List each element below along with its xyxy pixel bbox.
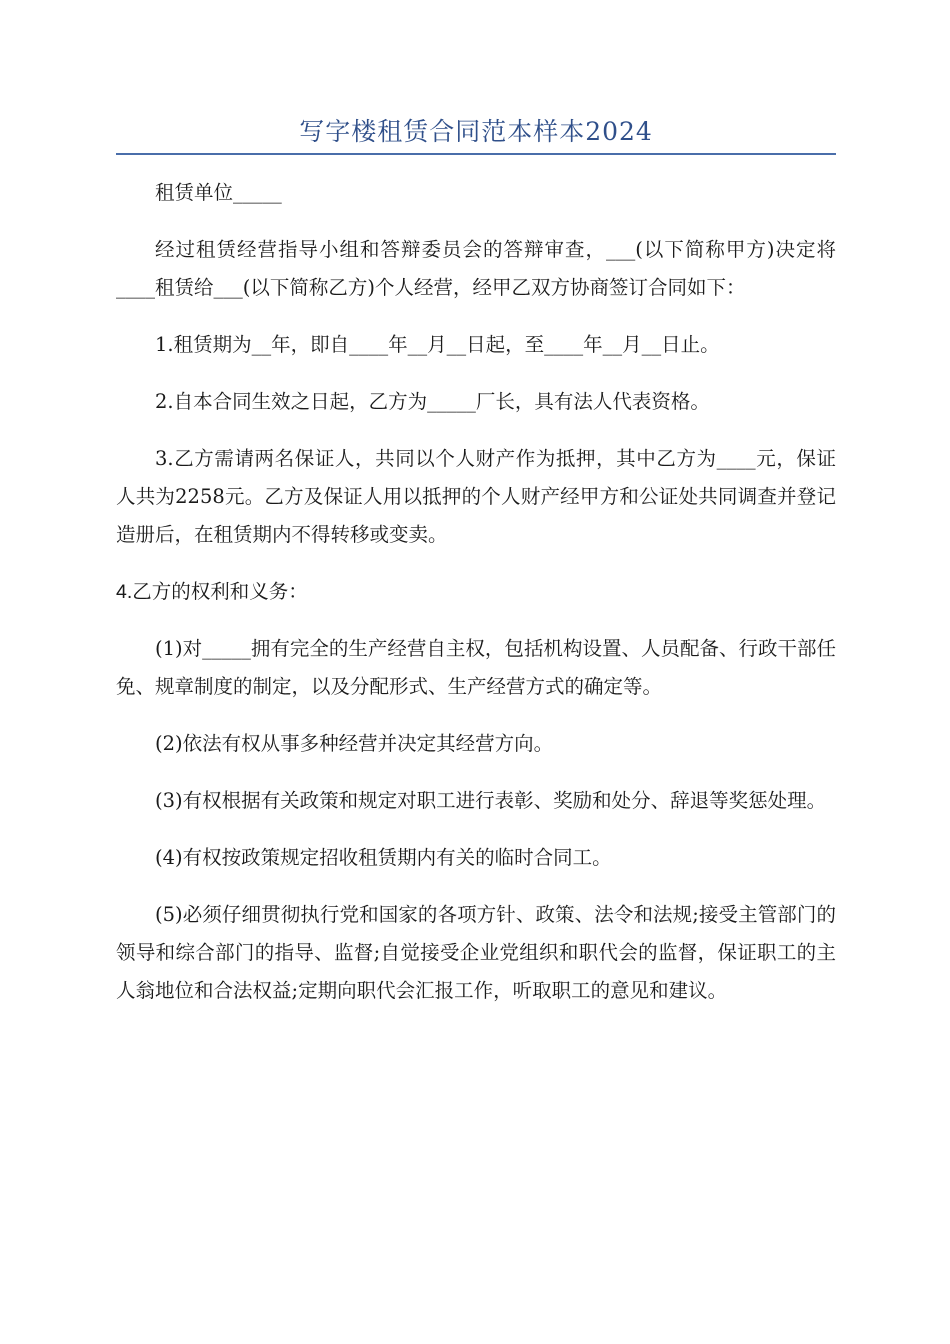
paragraph-clause-1: 1.租赁期为__年，即自____年__月__日起，至____年__月__日止。 xyxy=(155,333,720,356)
paragraph-item-1: (1)对_____拥有完全的生产经营自主权，包括机构设置、人员配备、行政干部任免、规章制度的制定，以及分配形式、生产经营方式的确定等。 xyxy=(116,637,836,698)
paragraph-intro: 经过租赁经营指导小组和答辩委员会的答辩审查，___(以下简称甲方)决定将____租赁给___(以下简称乙方)个人经营，经甲乙双方协商签订合同如下： xyxy=(116,238,836,299)
paragraph-clause-2: 2.自本合同生效之日起，乙方为_____厂长，具有法人代表资格。 xyxy=(155,390,710,413)
document-title: 写字楼租赁合同范本样本2024 xyxy=(299,117,653,146)
paragraph-item-5: (5)必须仔细贯彻执行党和国家的各项方针、政策、法令和法规;接受主管部门的领导和综合部门的指导、监督;自觉接受企业党组织和职代会的监督，保证职工的主人翁地位和合法权益;定期向职代会汇报工作，听取职工的意见和建议。 xyxy=(116,903,836,1002)
paragraph-item-3: (3)有权根据有关政策和规定对职工进行表彰、奖励和处分、辞退等奖惩处理。 xyxy=(155,789,827,812)
paragraph-item-2: (2)依法有权从事多种经营并决定其经营方向。 xyxy=(155,732,554,755)
paragraph-clause-3: 3.乙方需请两名保证人，共同以个人财产作为抵押，其中乙方为____元，保证人共为2258元。乙方及保证人用以抵押的个人财产经甲方和公证处共同调查并登记造册后，在租赁期内不得转移或变卖。 xyxy=(116,447,836,546)
section-heading-4: 4.乙方的权利和义务： xyxy=(116,581,308,603)
paragraph-lessee-unit: 租赁单位_____ xyxy=(155,181,282,204)
title-underline xyxy=(116,153,836,155)
document-body xyxy=(116,174,836,1029)
paragraph-item-4: (4)有权按政策规定招收租赁期内有关的临时合同工。 xyxy=(155,846,612,869)
